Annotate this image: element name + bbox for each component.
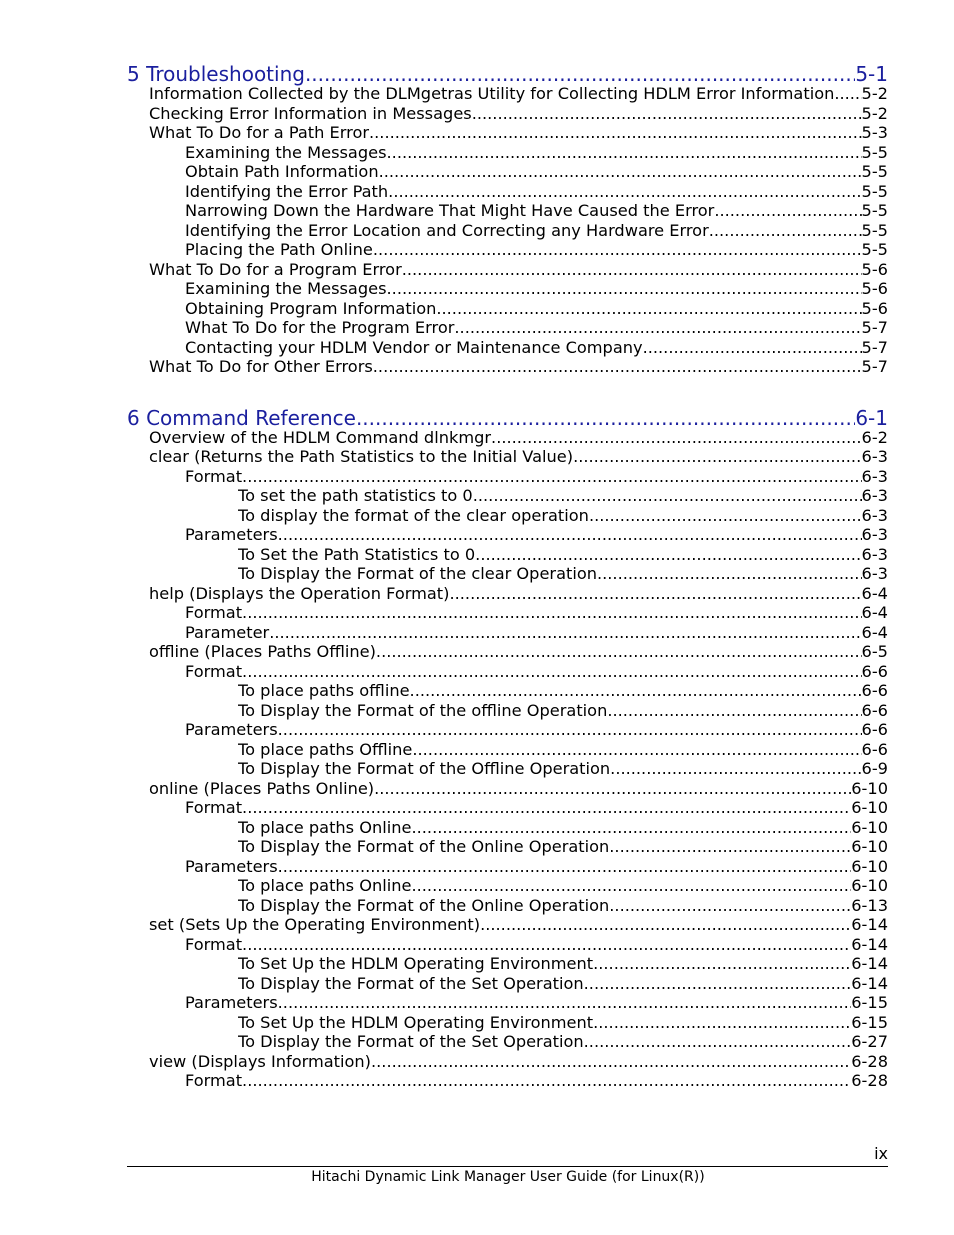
toc-leader-dots xyxy=(593,954,851,973)
toc-leader-dots xyxy=(379,162,862,181)
toc-entry-page: 6-10 xyxy=(851,798,888,817)
toc-leader-dots xyxy=(609,837,851,856)
toc-entry-page: 5-7 xyxy=(861,318,888,337)
toc-leader-dots xyxy=(589,506,862,525)
toc-leader-dots xyxy=(436,299,861,318)
footer-title: Hitachi Dynamic Link Manager User Guide (for Linux(R)) xyxy=(311,1169,705,1185)
toc-leader-dots xyxy=(242,1071,851,1090)
toc-entry-title: To place paths offline xyxy=(238,681,410,700)
toc-leader-dots xyxy=(597,564,862,583)
toc-leader-dots xyxy=(278,525,862,544)
toc-entry-page: 6-3 xyxy=(861,466,888,486)
toc-entry-page: 6-14 xyxy=(851,934,888,954)
toc-entry-page: 6-1 xyxy=(855,405,888,430)
toc-entry-title: Parameters xyxy=(185,993,278,1012)
toc-entry[interactable] xyxy=(185,1071,888,1093)
toc-entry-title: To display the format of the clear operation xyxy=(238,505,589,525)
toc-entry-title: Placing the Path Online xyxy=(185,240,373,259)
toc-entry-page: 6-9 xyxy=(861,759,888,778)
footer-rule xyxy=(127,1166,888,1167)
toc-leader-dots xyxy=(305,62,855,86)
toc-entry-page: 5-3 xyxy=(861,123,888,142)
toc-entry-page: 6-4 xyxy=(861,622,888,642)
toc-leader-dots xyxy=(373,357,862,376)
toc-entry-title: Parameter xyxy=(185,622,270,642)
toc-leader-dots xyxy=(475,545,861,564)
toc-entry-page: 6-15 xyxy=(851,1012,888,1032)
toc-entry-title: To Set Up the HDLM Operating Environment xyxy=(238,954,594,973)
toc-entry-title: To place paths Online xyxy=(238,876,412,895)
toc-entry-title: To Set Up the HDLM Operating Environment xyxy=(238,1012,594,1032)
toc-entry-page: 6-10 xyxy=(851,778,888,798)
toc-leader-dots xyxy=(388,182,861,201)
toc-entry-page: 5-6 xyxy=(861,259,888,279)
toc-entry-page: 6-4 xyxy=(861,603,888,622)
toc-entry-page: 6-28 xyxy=(851,1051,888,1071)
toc-entry-title: To Display the Format of the Set Operation xyxy=(238,973,584,993)
toc-entry-page: 5-5 xyxy=(861,201,888,220)
toc-entry-title: Format xyxy=(185,603,243,622)
toc-leader-dots xyxy=(278,993,852,1012)
toc-leader-dots xyxy=(454,318,861,337)
toc-entry-title: help (Displays the Operation Format) xyxy=(149,583,450,603)
toc-leader-dots xyxy=(412,740,861,759)
toc-leader-dots xyxy=(374,779,851,798)
toc-leader-dots xyxy=(411,818,851,837)
toc-entry-title: Narrowing Down the Hardware That Might Have Caused the Error xyxy=(185,201,715,220)
toc-entry-title: Obtaining Program Information xyxy=(185,298,437,318)
toc-entry-title: Format xyxy=(185,466,243,486)
toc-entry-page: 5-5 xyxy=(861,181,888,201)
toc-entry-page: 5-7 xyxy=(861,357,888,376)
toc-entry-title: Format xyxy=(185,798,243,817)
toc-leader-dots xyxy=(491,428,862,447)
toc-entry-title: Contacting your HDLM Vendor or Maintenance Company xyxy=(185,337,643,357)
toc-entry-page: 6-2 xyxy=(861,427,888,447)
toc-entry-title: To place paths Offline xyxy=(238,739,413,759)
toc-leader-dots xyxy=(376,642,862,661)
toc-entry-page: 5-1 xyxy=(855,62,888,86)
toc-leader-dots xyxy=(387,279,862,298)
toc-entry-page: 6-4 xyxy=(861,583,888,603)
toc-entry-title: Identifying the Error Path xyxy=(185,181,389,201)
toc-entry-title: Parameters xyxy=(185,720,278,739)
toc-leader-dots xyxy=(278,857,852,876)
toc-entry-title: Checking Error Information in Messages xyxy=(149,103,472,123)
toc-entry-title: 6 Command Reference xyxy=(127,405,356,430)
toc-entry-page: 5-2 xyxy=(861,84,888,103)
toc-leader-dots xyxy=(480,915,851,934)
toc-leader-dots xyxy=(473,486,862,505)
toc-entry-title: Overview of the HDLM Command dlnkmgr xyxy=(149,427,492,447)
toc-entry-page: 5-5 xyxy=(861,240,888,259)
toc-leader-dots xyxy=(269,623,861,642)
toc-leader-dots xyxy=(387,143,862,162)
toc-entry-title: Examining the Messages xyxy=(185,279,387,298)
toc-entry-page: 6-3 xyxy=(861,564,888,583)
toc-entry-title: To Display the Format of the Offline Operation xyxy=(238,759,611,778)
toc-entry-title: Format xyxy=(185,661,243,681)
toc-entry-title: offline (Places Paths Offline) xyxy=(149,642,376,661)
toc-entry-page: 6-10 xyxy=(851,817,888,837)
toc-entry-page: 5-6 xyxy=(861,298,888,318)
toc-entry-title: Format xyxy=(185,934,243,954)
toc-entry-title: Format xyxy=(185,1071,243,1090)
toc-leader-dots xyxy=(242,935,851,954)
toc-entry-title: Information Collected by the DLMgetras Utility for Collecting HDLM Error Information. xyxy=(149,84,840,103)
toc-leader-dots xyxy=(472,104,862,123)
toc-entry-title: Parameters xyxy=(185,856,278,876)
toc-entry-title: What To Do for the Program Error xyxy=(185,318,455,337)
toc-entry-page: 6-3 xyxy=(861,486,888,505)
toc-entry-page: 6-10 xyxy=(851,837,888,856)
toc-leader-dots xyxy=(573,447,861,466)
toc-entry-title: To Set the Path Statistics to 0 xyxy=(238,544,476,564)
toc-leader-dots xyxy=(402,260,862,279)
toc-entry-page: 6-10 xyxy=(851,856,888,876)
toc-entry-title: To Display the Format of the Online Operation xyxy=(238,895,610,915)
toc-entry-page: 5-5 xyxy=(861,162,888,181)
toc-leader-dots xyxy=(242,467,862,486)
toc-entry-title: online (Places Paths Online) xyxy=(149,778,375,798)
toc-entry-title: Identifying the Error Location and Correcting any Hardware Error xyxy=(185,220,709,240)
toc-entry-title: What To Do for Other Errors xyxy=(149,357,373,376)
toc-leader-dots xyxy=(584,1032,852,1051)
toc-entry-page: 6-6 xyxy=(861,700,888,720)
toc-leader-dots xyxy=(609,896,851,915)
toc-entry-page: 6-28 xyxy=(851,1071,888,1090)
toc-entry-page: 6-3 xyxy=(861,525,888,544)
toc-entry-title: clear (Returns the Path Statistics to the Initial Value) xyxy=(149,447,574,466)
toc-entry-title: Obtain Path Information xyxy=(185,162,379,181)
toc-entry-page: 6-10 xyxy=(851,876,888,895)
toc-leader-dots xyxy=(410,681,862,700)
toc-entry-page: 6-3 xyxy=(861,505,888,525)
toc-leader-dots xyxy=(643,338,862,357)
toc-entry-page: 6-13 xyxy=(851,895,888,915)
page-number: ix xyxy=(874,1144,888,1163)
toc-entry-page: 6-6 xyxy=(861,681,888,700)
toc-entry-page: 6-15 xyxy=(851,993,888,1012)
toc-entry-page: 6-27 xyxy=(851,1032,888,1051)
toc-entry-page: 5-5 xyxy=(861,142,888,162)
toc-leader-dots xyxy=(373,240,862,259)
toc-leader-dots xyxy=(607,701,861,720)
toc-leader-dots xyxy=(242,662,862,681)
toc-entry-title: view (Displays Information) xyxy=(149,1051,372,1071)
toc-entry-page: 5-2 xyxy=(861,103,888,123)
toc-entry-page: 6-14 xyxy=(851,954,888,973)
toc-entry-page: 5-7 xyxy=(861,337,888,357)
toc-leader-dots xyxy=(411,876,851,895)
toc-entry-page: 6-14 xyxy=(851,973,888,993)
toc-entry-page: 6-3 xyxy=(861,544,888,564)
toc-entry-title: set (Sets Up the Operating Environment) xyxy=(149,915,481,934)
toc-leader-dots xyxy=(242,798,851,817)
toc-leader-dots xyxy=(584,974,852,993)
toc-leader-dots xyxy=(449,584,861,603)
toc-leader-dots xyxy=(593,1013,851,1032)
toc-entry-page: 6-14 xyxy=(851,915,888,934)
toc-leader-dots xyxy=(714,201,861,220)
toc-entry-page: 5-6 xyxy=(861,279,888,298)
toc-entry-page: 6-6 xyxy=(861,720,888,739)
toc-entry-title: Parameters xyxy=(185,525,278,544)
toc-entry-title: To place paths Online xyxy=(238,817,412,837)
toc-entry-page: 6-6 xyxy=(861,739,888,759)
toc-entry-title: 5 Troubleshooting xyxy=(127,62,305,86)
toc-leader-dots xyxy=(369,123,862,142)
toc-entry-title: To set the path statistics to 0 xyxy=(238,486,473,505)
toc-entry-title: What To Do for a Program Error xyxy=(149,259,402,279)
toc-leader-dots xyxy=(840,84,862,103)
toc-leader-dots xyxy=(242,603,862,622)
toc-leader-dots xyxy=(610,759,861,778)
toc-entry-page: 5-5 xyxy=(861,220,888,240)
toc-entry-title: To Display the Format of the offline Operation xyxy=(238,700,608,720)
toc-entry-title: To Display the Format of the Set Operation xyxy=(238,1032,584,1051)
toc-entry-page: 6-3 xyxy=(861,447,888,466)
toc-leader-dots xyxy=(371,1052,851,1071)
toc-entry-page: 6-5 xyxy=(861,642,888,661)
toc-entry-title: To Display the Format of the clear Operation xyxy=(238,564,597,583)
toc-entry-page: 6-6 xyxy=(861,661,888,681)
toc-entry-title: What To Do for a Path Error xyxy=(149,123,370,142)
toc-leader-dots xyxy=(278,720,862,739)
toc-entry[interactable] xyxy=(149,357,888,379)
toc-entry-title: To Display the Format of the Online Operation xyxy=(238,837,610,856)
toc-entry-title: Examining the Messages xyxy=(185,142,387,162)
toc-leader-dots xyxy=(356,406,855,430)
toc-leader-dots xyxy=(709,221,862,240)
